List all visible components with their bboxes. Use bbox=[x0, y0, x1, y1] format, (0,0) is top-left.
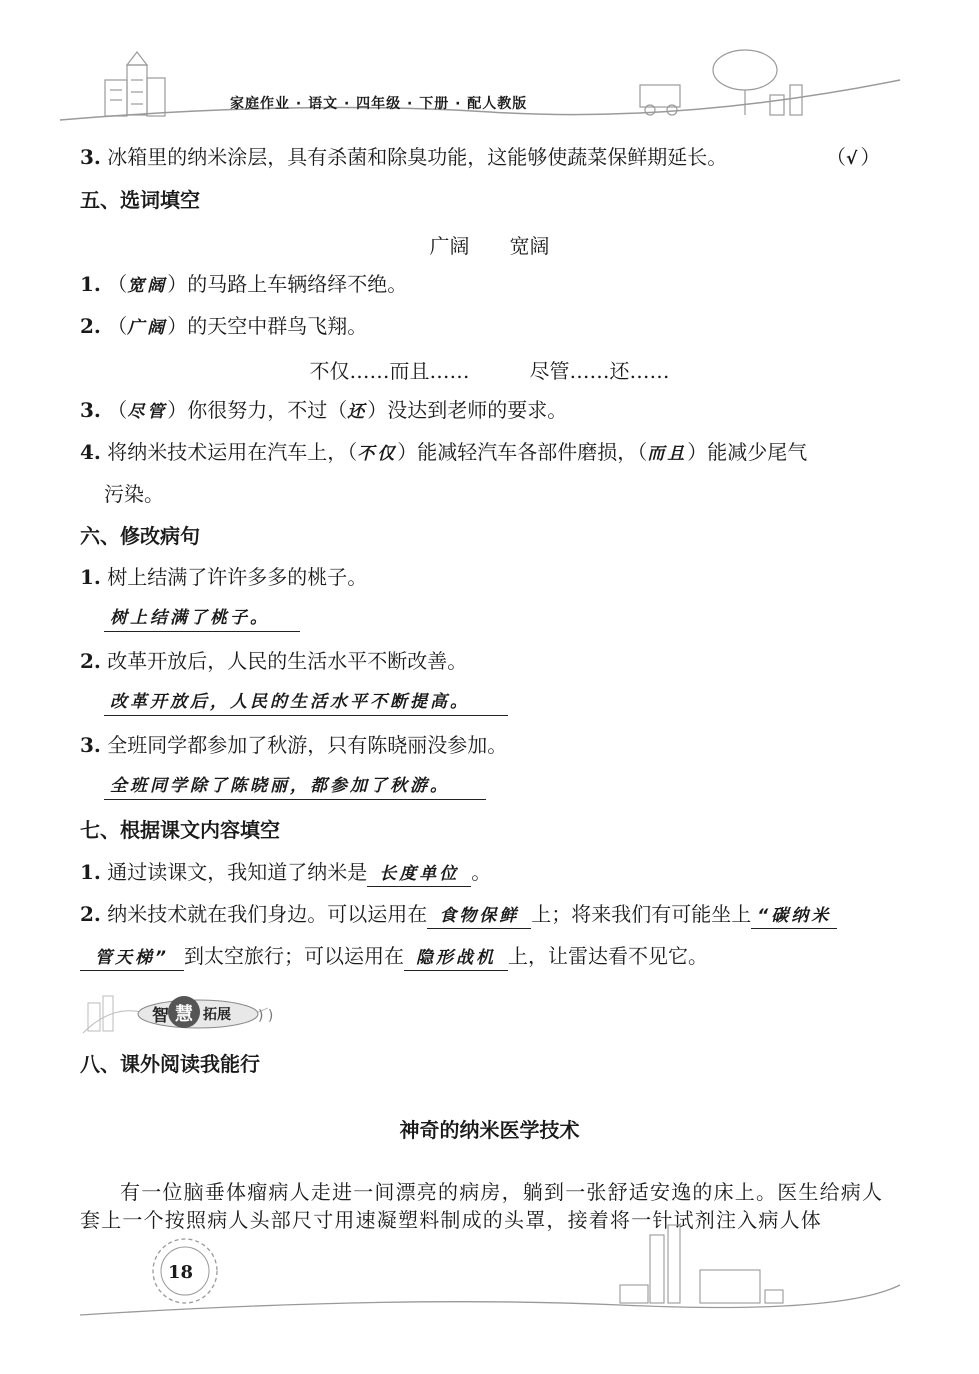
footer-decoration bbox=[0, 1215, 979, 1325]
answer: 隐形战机 bbox=[404, 946, 508, 971]
answer: 宽阔 bbox=[127, 276, 168, 296]
fill-item-2: 2. （广阔）的天空中群鸟飞翔。 bbox=[80, 314, 368, 338]
item-number: 3. bbox=[80, 145, 101, 169]
text-fill-item-2-cont: 管天梯” 到太空旅行；可以运用在 隐形战机 上，让雷达看不见它。 bbox=[80, 942, 708, 971]
page-number: 18 bbox=[168, 1262, 194, 1283]
banner-char-3: 拓展 bbox=[203, 1007, 231, 1023]
revise-item-1: 1. 树上结满了许许多多的桃子。 bbox=[80, 565, 368, 589]
fill-item-1: 1. （宽阔）的马路上车辆络绎不绝。 bbox=[80, 272, 408, 296]
banner-char-2: 慧 bbox=[175, 1004, 193, 1025]
fill-item-3: 3. （尽管）你很努力，不过（还）没达到老师的要求。 bbox=[80, 398, 568, 422]
answer: 食物保鲜 bbox=[427, 904, 531, 929]
answer: 而且 bbox=[647, 444, 688, 464]
text-fill-item-2: 2. 纳米技术就在我们身边。可以运用在 食物保鲜 上；将来我们有可能坐上 “碳纳米 bbox=[80, 900, 837, 929]
article-title: 神奇的纳米医学技术 bbox=[399, 1118, 580, 1142]
svg-text:) ): ) ) bbox=[258, 1008, 274, 1024]
answer: 不仅 bbox=[357, 444, 398, 464]
section-7-title: 七、根据课文内容填空 bbox=[80, 818, 280, 842]
revise-answer-1: 树上结满了桃子。 bbox=[104, 605, 300, 632]
fill-item-4-cont: 污染。 bbox=[104, 482, 164, 506]
revise-item-3: 3. 全班同学都参加了秋游，只有陈晓丽没参加。 bbox=[80, 733, 508, 757]
banner-char-1: 智 bbox=[152, 1006, 169, 1026]
judgement-item-3 bbox=[80, 143, 727, 171]
answer: 尽管 bbox=[127, 402, 168, 422]
fill-item-4: 4. 将纳米技术运用在汽车上，（不仅）能减轻汽车各部件磨损，（而且）能减少尾气 bbox=[80, 440, 808, 464]
section-6-title: 六、修改病句 bbox=[80, 524, 200, 548]
word-choices-1: 广阔 宽阔 bbox=[429, 234, 550, 258]
answer: 管天梯” bbox=[80, 946, 184, 971]
header-decoration bbox=[0, 40, 979, 130]
revise-answer-2: 改革开放后，人民的生活水平不断提高。 bbox=[104, 689, 508, 716]
answer: 广阔 bbox=[127, 318, 168, 338]
item-text: 冰箱里的纳米涂层，具有杀菌和除臭功能，这能够使蔬菜保鲜期延长。 bbox=[107, 145, 728, 169]
answer: 长度单位 bbox=[367, 862, 471, 887]
section-8-title: 八、课外阅读我能行 bbox=[80, 1052, 260, 1076]
wisdom-banner bbox=[78, 988, 278, 1038]
judgement-mark: （√） bbox=[826, 145, 881, 169]
header-title: 家庭作业 · 语文 · 四年级 · 下册 · 配人教版 bbox=[230, 96, 528, 112]
text-fill-item-1: 1. 通过读课文，我知道了纳米是 长度单位 。 bbox=[80, 858, 491, 887]
article-paragraph: 有一位脑垂体瘤病人走进一间漂亮的病房，躺到一张舒适安逸的床上。医生给病人套上一个按照病人头部尺寸用速凝塑料制成的头罩，接着将一针试剂注入病人体 bbox=[80, 1180, 884, 1232]
revise-item-2: 2. 改革开放后，人民的生活水平不断改善。 bbox=[80, 649, 468, 673]
answer: “碳纳米 bbox=[751, 904, 837, 929]
section-5-title: 五、选词填空 bbox=[80, 188, 200, 212]
answer: 还 bbox=[347, 402, 368, 422]
revise-answer-3: 全班同学除了陈晓丽，都参加了秋游。 bbox=[104, 773, 486, 800]
check-mark: √ bbox=[846, 149, 861, 169]
word-choices-2: 不仅……而且…… 尽管……还…… bbox=[309, 359, 670, 383]
